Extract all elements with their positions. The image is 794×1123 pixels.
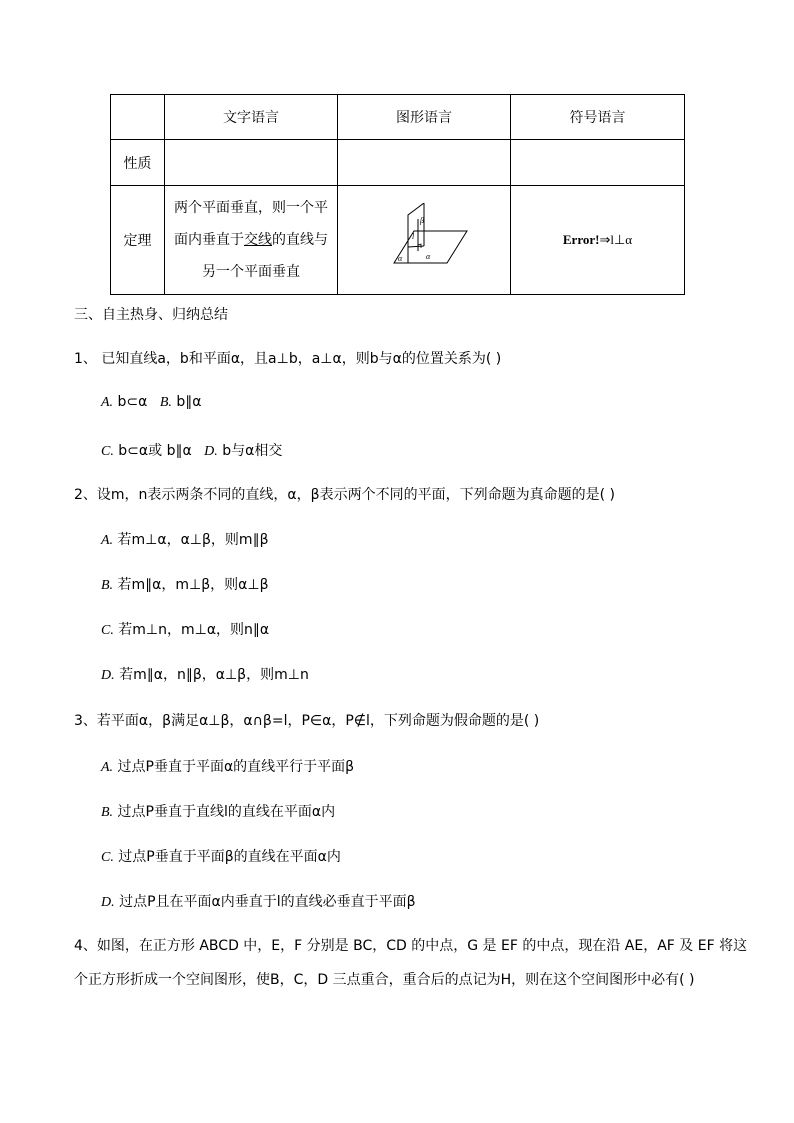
question-3-option-b [101,801,335,821]
theorem-symbol-cell [511,186,685,295]
question-3-stem: 3、若平面α，β满足α⊥β，α∩β=l，P∈α，P∉l，下列命题为假命题的是( ) [74,713,540,729]
option-text: 若m⊥α，α⊥β，则m∥β [113,532,269,548]
property-symbol-cell [511,140,685,186]
option-letter: A. [101,395,114,410]
question-1-options-line-2 [101,440,282,460]
option-letter: C. [101,850,114,865]
table-row-property [111,140,685,186]
question-2-option-d [101,664,309,684]
error-text: Error! [562,232,600,247]
option-letter: C. [101,623,114,638]
theorem-symbol [563,232,632,247]
section-title: 三、自主热身、归纳总结 [74,307,228,323]
question-2-stem: 2、设m，n表示两条不同的直线，α，β表示两个不同的平面，下列命题为真命题的是( ) [74,487,615,503]
property-text-cell [165,140,338,186]
question-3-option-a [101,756,354,776]
option-text: b与α相交 [217,443,283,459]
table-row-theorem [111,186,685,295]
intersection-line [408,246,424,247]
theorem-figure-cell [338,186,511,295]
row-label-theorem: 定理 [111,186,165,295]
option-text: b⊂α [113,394,148,410]
header-graphic-language: 图形语言 [338,95,511,140]
theorem-text-cell [165,186,338,295]
theorem-underlined-word: 交线 [244,232,272,248]
label-beta: β [420,216,424,225]
option-text: 过点P垂直于平面α的直线平行于平面β [113,759,355,775]
header-empty [111,95,165,140]
label-alpha-right: α [426,252,431,261]
option-text: 过点P垂直于平面β的直线在平面α内 [113,849,341,865]
option-letter: B. [101,805,114,820]
option-text: 若m∥α，m⊥β，则α⊥β [113,577,269,593]
option-text: 过点P垂直于直线l的直线在平面α内 [113,804,336,820]
question-2-option-a [101,529,269,549]
question-2-option-b [101,574,269,594]
header-text-language: 文字语言 [165,95,338,140]
question-1-stem: 1、 已知直线a，b和平面α，且a⊥b，a⊥α，则b与α的位置关系为( ) [74,351,502,367]
label-alpha-left: α [398,254,403,263]
question-1-options-line-1 [101,394,201,411]
option-letter: D. [101,668,115,683]
option-letter: B. [159,395,172,410]
option-text: b⊂α或 b∥α [113,443,192,459]
option-text: b∥α [171,394,202,410]
option-letter: D. [204,444,218,459]
option-letter: A. [101,760,114,775]
option-letter: C. [101,444,114,459]
option-text: 若m⊥n，m⊥α，则n∥α [113,622,270,638]
perpendicular-planes-figure [379,203,469,277]
theorem-line-1: 两个平面垂直，则一个平 [174,200,328,216]
option-text: 若m∥α，n∥β，α⊥β，则m⊥n [114,667,309,683]
theorem-line-3: 另一个平面垂直 [202,264,300,280]
theorem-line-2-pre: 面内垂直于 [174,232,244,248]
theorem-text [165,192,337,288]
question-3-option-d [101,891,416,911]
question-4-stem-line-2: 个正方形折成一个空间图形，使B，C，D 三点重合，重合后的点记为H，则在这个空间图形中必有( ) [74,972,695,988]
question-4-stem-line-1: 4、如图，在正方形 ABCD 中，E，F 分别是 BC，CD 的中点，G 是 EF 的中点，现在沿 AE，AF 及 EF 将这 [74,938,748,954]
table-header-row [111,95,685,140]
row-label-property: 性质 [111,140,165,186]
option-letter: A. [101,533,114,548]
question-3-option-c [101,846,341,866]
header-symbol-language: 符号语言 [511,95,685,140]
plane-beta-shape [408,203,424,247]
theorem-line-2-post: 的直线与 [272,232,328,248]
theorem-line-2 [165,224,337,256]
question-2-option-c [101,619,269,639]
plane-alpha-shape [394,231,467,263]
property-table [110,94,685,295]
label-l: l [412,232,415,241]
property-figure-cell [338,140,511,186]
option-letter: D. [101,895,115,910]
option-letter: B. [101,578,114,593]
symbol-implication: ⇒l⊥α [599,232,633,247]
option-text: 过点P且在平面α内垂直于l的直线必垂直于平面β [114,894,416,910]
